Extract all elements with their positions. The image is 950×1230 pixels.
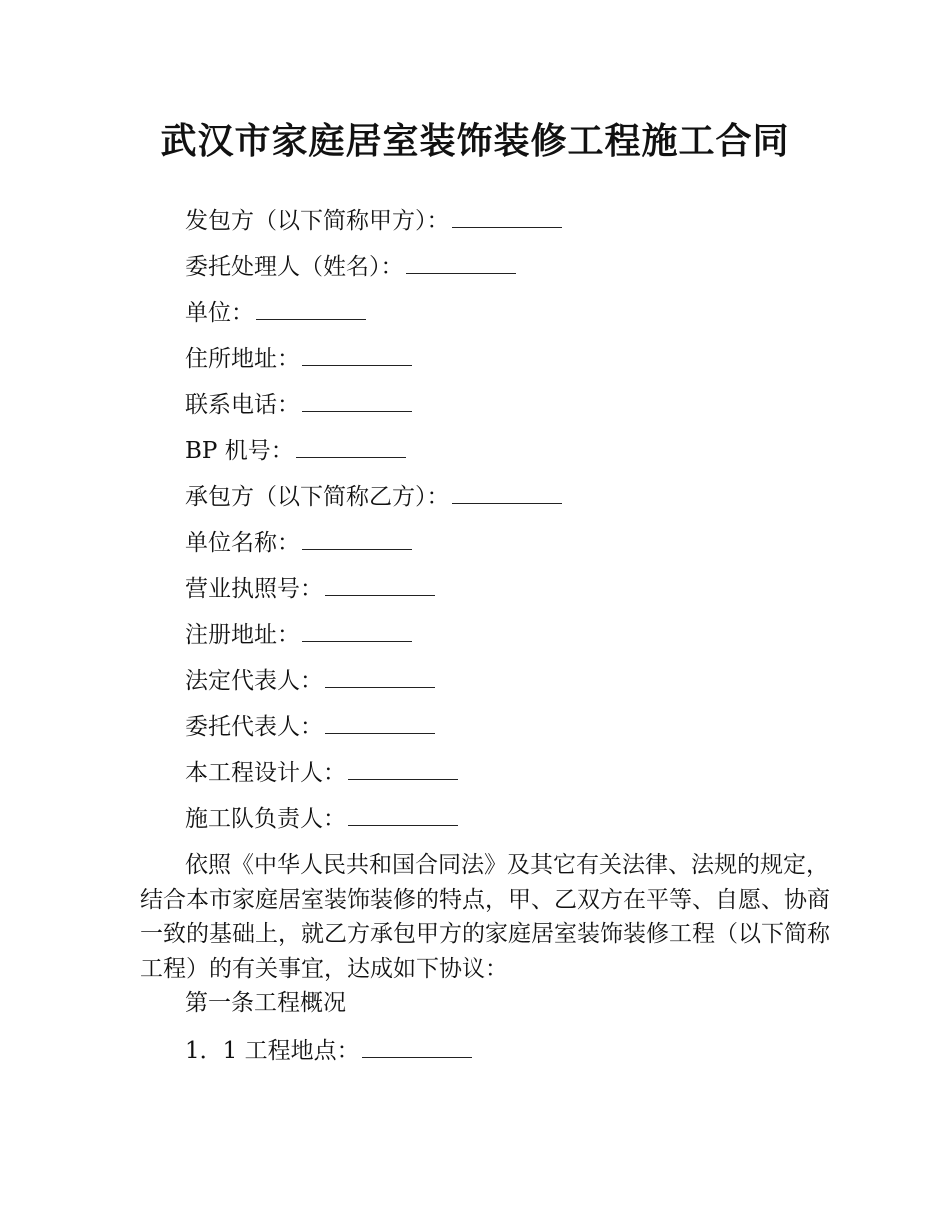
field-business-license: [185, 574, 435, 604]
field-contractor: [185, 482, 562, 512]
field-blank[interactable]: [362, 1037, 472, 1058]
field-address: [185, 344, 412, 374]
field-legal-representative: [185, 666, 435, 696]
field-blank[interactable]: [256, 299, 366, 320]
field-label: 单位：: [185, 300, 254, 326]
field-blank[interactable]: [406, 253, 516, 274]
field-construction-lead: [185, 804, 458, 834]
field-blank[interactable]: [452, 483, 562, 504]
field-blank[interactable]: [302, 391, 412, 412]
field-label: BP 机号：: [185, 438, 294, 464]
field-label: 注册地址：: [185, 622, 300, 648]
field-blank[interactable]: [302, 345, 412, 366]
field-blank[interactable]: [348, 805, 458, 826]
article-1-heading: 第一条工程概况: [185, 990, 346, 1016]
field-label: 承包方（以下简称乙方）：: [185, 484, 450, 510]
field-label: 委托代表人：: [185, 714, 323, 740]
field-employer-unit: [185, 298, 366, 328]
field-employer: [185, 206, 562, 236]
field-blank[interactable]: [325, 575, 435, 596]
field-label: 营业执照号：: [185, 576, 323, 602]
field-label: 联系电话：: [185, 392, 300, 418]
field-designer: [185, 758, 458, 788]
field-phone: [185, 390, 412, 420]
field-label: 本工程设计人：: [185, 760, 346, 786]
field-pager: [185, 436, 406, 466]
field-label: 住所地址：: [185, 346, 300, 372]
field-blank[interactable]: [296, 437, 406, 458]
intro-paragraph: [140, 848, 840, 986]
field-label: 1．1 工程地点：: [185, 1038, 360, 1064]
field-unit-name: [185, 528, 412, 558]
article-1-item-1: [185, 1036, 472, 1066]
field-label: 单位名称：: [185, 530, 300, 556]
field-blank[interactable]: [302, 621, 412, 642]
field-label: 法定代表人：: [185, 668, 323, 694]
field-label: 发包方（以下简称甲方）：: [185, 208, 450, 234]
field-label: 委托处理人（姓名）：: [185, 254, 404, 280]
document-title: 武汉市家庭居室装饰装修工程施工合同: [160, 121, 790, 162]
field-blank[interactable]: [302, 529, 412, 550]
intro-paragraph-text: 依照《中华人民共和国合同法》及其它有关法律、法规的规定，结合本市家庭居室装饰装修的特点，甲、乙双方在平等、自愿、协商一致的基础上，就乙方承包甲方的家庭居室装饰装修工程（以下简称工程）的有关事宜，达成如下协议：: [140, 852, 830, 982]
field-registered-address: [185, 620, 412, 650]
field-blank[interactable]: [348, 759, 458, 780]
field-blank[interactable]: [452, 207, 562, 228]
field-agent-name: [185, 252, 516, 282]
field-authorized-representative: [185, 712, 435, 742]
field-blank[interactable]: [325, 667, 435, 688]
field-blank[interactable]: [325, 713, 435, 734]
field-label: 施工队负责人：: [185, 806, 346, 832]
